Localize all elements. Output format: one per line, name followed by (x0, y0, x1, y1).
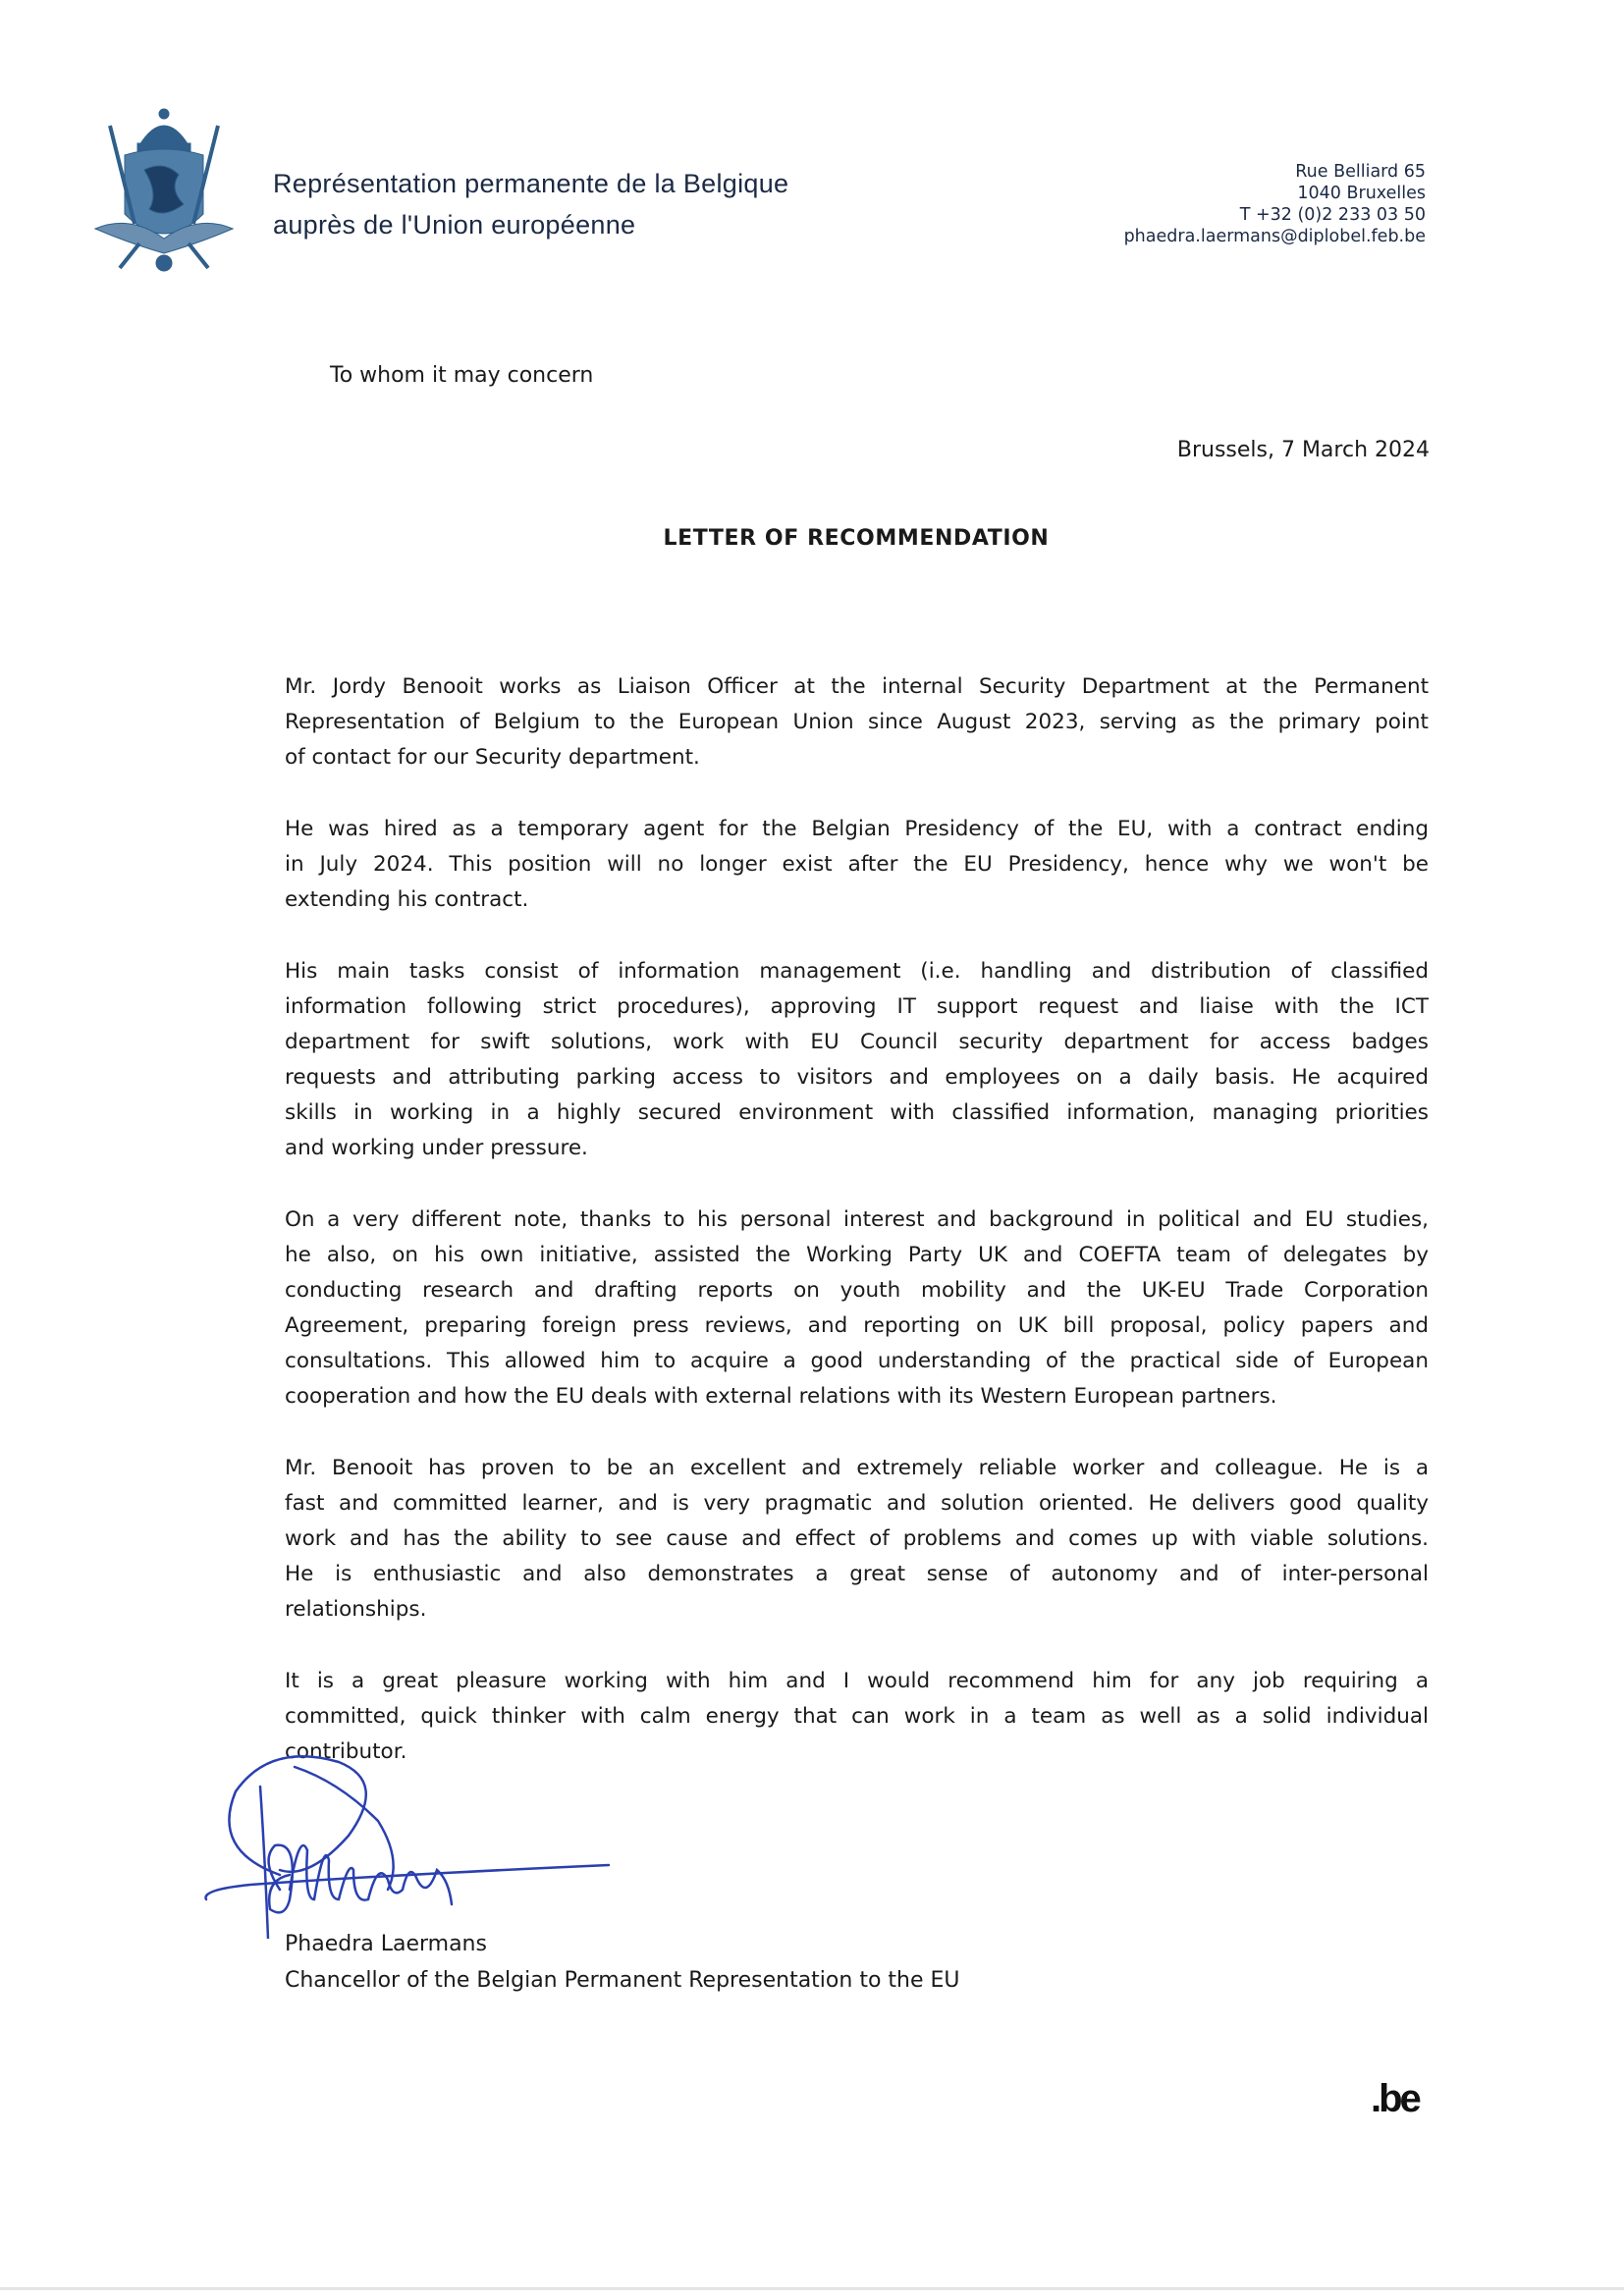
text-line: Representation of Belgium to the European Union since August 2023, serving as the primary point (285, 710, 1429, 734)
letter-title: LETTER OF RECOMMENDATION (663, 526, 1050, 551)
page-bottom-edge (0, 2287, 1624, 2290)
paragraph (285, 954, 1429, 1166)
text-line: He is enthusiastic and also demonstrates a great sense of autonomy and of inter-personal (285, 1562, 1429, 1586)
paragraph (285, 669, 1429, 775)
text-line: information following strict procedures), approving IT support request and liaise with the ICT (285, 994, 1429, 1019)
signature-block (285, 1926, 960, 1999)
text-line: he also, on his own initiative, assisted the Working Party UK and COEFTA team of delegates by (285, 1243, 1429, 1267)
text-line: consultations. This allowed him to acquire a good understanding of the practical side of European (285, 1349, 1429, 1373)
text-line: committed, quick thinker with calm energy that can work in a team as well as a solid individual (285, 1704, 1429, 1729)
signatory-role: Chancellor of the Belgian Permanent Representation to the EU (285, 1968, 960, 1993)
text-line: His main tasks consist of information management (i.e. handling and distribution of classified (285, 959, 1429, 984)
text-line: requests and attributing parking access to visitors and employees on a daily basis. He acquired (285, 1065, 1429, 1090)
text-line: Mr. Benooit has proven to be an excellent and extremely reliable worker and colleague. He is a (285, 1456, 1429, 1480)
signatory-name: Phaedra Laermans (285, 1932, 487, 1956)
email: phaedra.laermans@diplobel.feb.be (1123, 227, 1426, 246)
text-line: department for swift solutions, work with EU Council security department for access badges (285, 1030, 1429, 1054)
paragraph (285, 812, 1429, 918)
text-line: On a very different note, thanks to his personal interest and background in political and EU studies, (285, 1207, 1429, 1232)
handwritten-signature (191, 1742, 623, 1939)
city: 1040 Bruxelles (1297, 184, 1426, 203)
text-line: in July 2024. This position will no longer exist after the EU Presidency, hence why we won't be (285, 852, 1429, 877)
text-line: fast and committed learner, and is very pragmatic and solution oriented. He delivers good quality (285, 1491, 1429, 1516)
text-line: conducting research and drafting reports on youth mobility and the UK-EU Trade Corporation (285, 1278, 1429, 1303)
text-line: work and has the ability to see cause and effect of problems and comes up with viable solutions. (285, 1526, 1429, 1551)
text-line: It is a great pleasure working with him and I would recommend him for any job requiring a (285, 1669, 1429, 1693)
phone: T +32 (0)2 233 03 50 (1239, 205, 1426, 225)
text-line: skills in working in a highly secured environment with classified information, managing priorities (285, 1100, 1429, 1125)
contact-address (1124, 161, 1426, 247)
text-line: Mr. Jordy Benooit works as Liaison Officer at the internal Security Department at the Permanent (285, 674, 1429, 699)
text-line: contributor. (285, 1739, 407, 1764)
letter-date: Brussels, 7 March 2024 (1176, 438, 1430, 462)
text-line: relationships. (285, 1597, 427, 1622)
letter-body (285, 669, 1429, 1806)
text-line: and working under pressure. (285, 1136, 588, 1160)
org-line-1: Représentation permanente de la Belgique (273, 169, 789, 198)
organization-name (273, 163, 788, 245)
be-logo: .be (1371, 2077, 1419, 2120)
paragraph (285, 1451, 1429, 1628)
salutation: To whom it may concern (330, 363, 594, 388)
text-line: He was hired as a temporary agent for the Belgian Presidency of the EU, with a contract ending (285, 817, 1429, 841)
text-line: of contact for our Security department. (285, 745, 700, 770)
belgian-coat-of-arms-logo (90, 106, 238, 278)
paragraph (285, 1202, 1429, 1415)
org-line-2: auprès de l'Union européenne (273, 210, 636, 240)
street: Rue Belliard 65 (1295, 162, 1426, 182)
text-line: Agreement, preparing foreign press reviews, and reporting on UK bill proposal, policy papers and (285, 1313, 1429, 1338)
text-line: extending his contract. (285, 887, 529, 912)
text-line: cooperation and how the EU deals with external relations with its Western European partners. (285, 1384, 1277, 1409)
